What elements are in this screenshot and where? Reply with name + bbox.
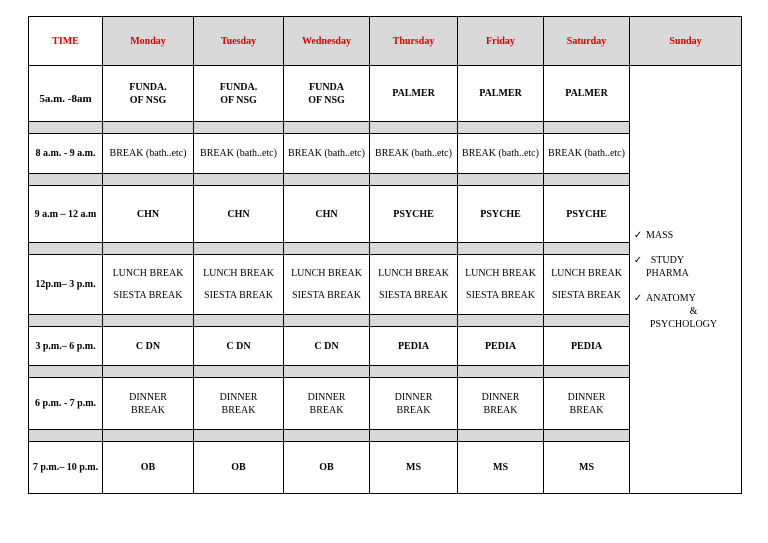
day-header-thursday: Thursday	[370, 17, 458, 66]
cell-line: DINNER	[481, 391, 520, 403]
cell-sat-7: MS	[544, 442, 630, 494]
cell-thu-7: MS	[370, 442, 458, 494]
cell-line: BREAK	[483, 404, 518, 416]
time-slot-6: 6 p.m. - 7 p.m.	[29, 378, 103, 430]
sunday-item-mass	[630, 229, 741, 242]
cell-mon-4	[103, 255, 194, 315]
cell-wed-7: OB	[284, 442, 370, 494]
cell-thu-3: PSYCHE	[370, 186, 458, 243]
sunday-item-study	[630, 254, 741, 280]
cell-tue-7: OB	[194, 442, 284, 494]
cell-wed-5: C DN	[284, 327, 370, 366]
sunday-item-label: STUDY	[650, 254, 685, 266]
sunday-item-label: MASS	[646, 229, 674, 241]
cell-sat-6	[544, 378, 630, 430]
check-icon: ✓	[633, 229, 643, 241]
cell-fri-7: MS	[458, 442, 544, 494]
cell-line: DINNER	[567, 391, 606, 403]
cell-thu-6	[370, 378, 458, 430]
day-header-friday: Friday	[458, 17, 544, 66]
cell-line: OF NSG	[129, 94, 167, 106]
cell-thu-4	[370, 255, 458, 315]
schedule-row-1	[29, 66, 742, 122]
cell-line: LUNCH BREAK	[112, 267, 184, 279]
cell-line: LUNCH BREAK	[465, 267, 536, 279]
cell-wed-3: CHN	[284, 186, 370, 243]
cell-mon-7: OB	[103, 442, 194, 494]
sunday-item-label: PSYCHOLOGY	[649, 318, 718, 330]
cell-fri-3: PSYCHE	[458, 186, 544, 243]
cell-line: FUNDA.	[219, 81, 258, 93]
sunday-item-label: ANATOMY	[646, 292, 696, 304]
cell-line: LUNCH BREAK	[291, 267, 362, 279]
cell-line: SIESTA BREAK	[204, 289, 273, 301]
cell-sat-3: PSYCHE	[544, 186, 630, 243]
check-icon: ✓	[633, 254, 643, 266]
cell-line: BREAK	[221, 404, 256, 416]
cell-line: OF NSG	[308, 94, 345, 106]
header-row	[29, 17, 742, 66]
weekly-schedule-table	[28, 16, 742, 494]
time-slot-5: 3 p.m.– 6 p.m.	[29, 327, 103, 366]
cell-line: BREAK	[309, 404, 344, 416]
cell-line: SIESTA BREAK	[292, 289, 361, 301]
cell-tue-6	[194, 378, 284, 430]
cell-thu-1: PALMER	[370, 66, 458, 122]
time-header: TIME	[29, 17, 103, 66]
cell-line: DINNER	[307, 391, 346, 403]
time-slot-7: 7 p.m.– 10 p.m.	[29, 442, 103, 494]
cell-fri-6	[458, 378, 544, 430]
cell-line: FUNDA	[309, 81, 344, 93]
cell-line: BREAK	[131, 404, 165, 416]
cell-mon-5: C DN	[103, 327, 194, 366]
cell-wed-1	[284, 66, 370, 122]
cell-line: LUNCH BREAK	[203, 267, 274, 279]
cell-line: BREAK	[396, 404, 431, 416]
cell-line: SIESTA BREAK	[552, 289, 621, 301]
cell-line: LUNCH BREAK	[378, 267, 449, 279]
sunday-column	[630, 66, 742, 494]
cell-tue-4	[194, 255, 284, 315]
time-slot-3: 9 a.m – 12 a.m	[29, 186, 103, 243]
cell-fri-5: PEDIA	[458, 327, 544, 366]
time-slot-2: 8 a.m. - 9 a.m.	[29, 134, 103, 174]
cell-tue-3: CHN	[194, 186, 284, 243]
cell-mon-6	[103, 378, 194, 430]
sunday-item-label: PHARMA	[646, 267, 689, 279]
day-header-monday: Monday	[103, 17, 194, 66]
cell-tue-5: C DN	[194, 327, 284, 366]
cell-line: LUNCH BREAK	[551, 267, 622, 279]
sunday-item-anatomy	[630, 292, 741, 305]
cell-line: SIESTA BREAK	[113, 289, 183, 301]
cell-fri-1: PALMER	[458, 66, 544, 122]
time-slot-1: 5a.m. -8am	[29, 66, 103, 122]
cell-mon-1	[103, 66, 194, 122]
cell-tue-2: BREAK (bath..etc)	[194, 134, 284, 174]
cell-mon-3: CHN	[103, 186, 194, 243]
cell-line: SIESTA BREAK	[379, 289, 448, 301]
day-header-wednesday: Wednesday	[284, 17, 370, 66]
cell-thu-2: BREAK (bath..etc)	[370, 134, 458, 174]
cell-wed-2: BREAK (bath..etc)	[284, 134, 370, 174]
cell-wed-6	[284, 378, 370, 430]
cell-sat-1: PALMER	[544, 66, 630, 122]
cell-line: DINNER	[129, 391, 167, 403]
check-icon: ✓	[633, 292, 643, 304]
cell-mon-2: BREAK (bath..etc)	[103, 134, 194, 174]
cell-sat-2: BREAK (bath..etc)	[544, 134, 630, 174]
cell-fri-4	[458, 255, 544, 315]
cell-sat-4	[544, 255, 630, 315]
sunday-item-label: &	[689, 305, 698, 317]
time-slot-4: 12p.m– 3 p.m.	[29, 255, 103, 315]
cell-thu-5: PEDIA	[370, 327, 458, 366]
cell-sat-5: PEDIA	[544, 327, 630, 366]
cell-wed-4	[284, 255, 370, 315]
cell-line: DINNER	[394, 391, 433, 403]
cell-line: FUNDA.	[129, 81, 167, 93]
day-header-saturday: Saturday	[544, 17, 630, 66]
cell-tue-1	[194, 66, 284, 122]
day-header-tuesday: Tuesday	[194, 17, 284, 66]
day-header-sunday: Sunday	[630, 17, 742, 66]
cell-line: DINNER	[219, 391, 258, 403]
cell-line: BREAK	[569, 404, 604, 416]
cell-line: OF NSG	[220, 94, 257, 106]
cell-fri-2: BREAK (bath..etc)	[458, 134, 544, 174]
cell-line: SIESTA BREAK	[466, 289, 535, 301]
